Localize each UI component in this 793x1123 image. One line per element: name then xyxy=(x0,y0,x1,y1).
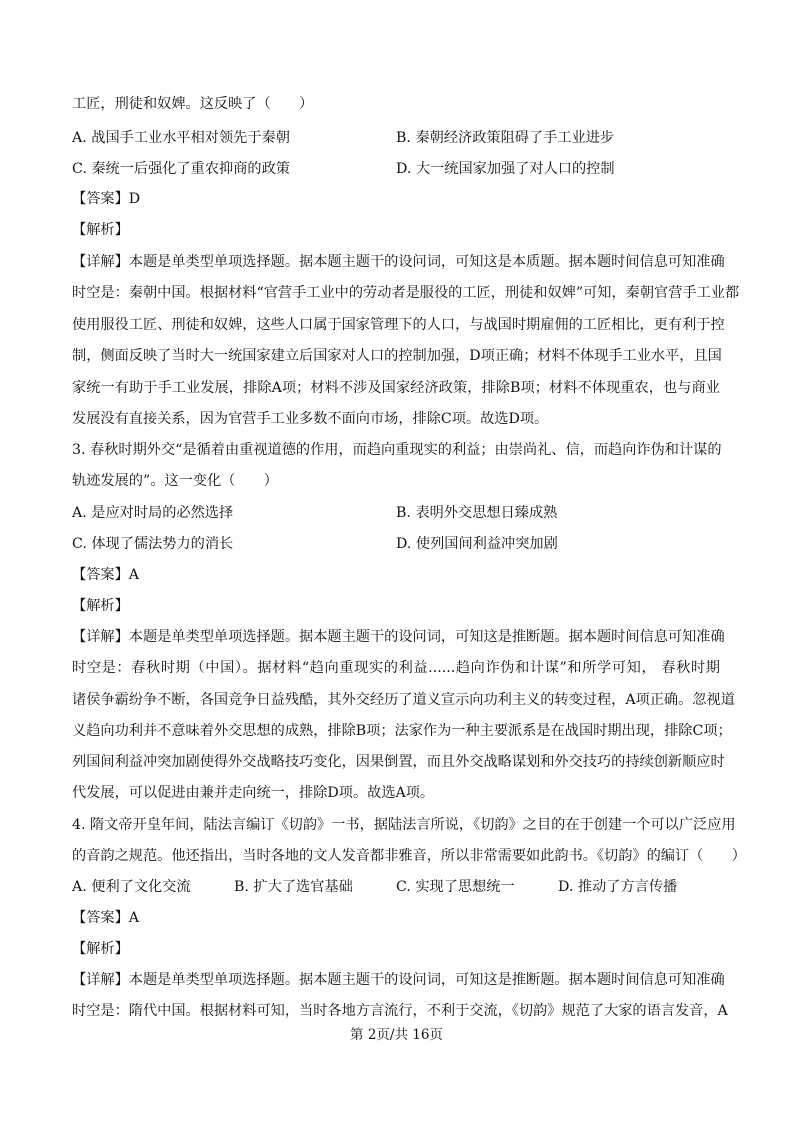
q4-stem-line: 4. 隋文帝开皇年间，陆法言编订《切韵》一书，据陆法言所说，《切韵》之目的在于创建一个可以广泛应用 xyxy=(72,817,736,833)
page-footer: 第 2页/共 16页 xyxy=(350,1027,443,1043)
q2-detail-line: 【详解】本题是单类型单项选择题。据本题主题干的设问词，可知这是本质题。据本题时间信息可知准确 xyxy=(72,254,725,270)
q3-detail-line: 时空是：春秋时期（中国）。据材料“趋向重现实的利益......趋向诈伪和计谋”和所学可知， 春秋时期 xyxy=(72,660,720,676)
q3-option-c: C. 体现了儒法势力的消长 xyxy=(72,536,234,552)
q3-option-b: B. 表明外交思想日臻成熟 xyxy=(396,505,558,521)
q2-detail-line: 制，侧面反映了当时大一统国家建立后国家对人口的控制加强，D项正确；材料不体现手工业水平，且国 xyxy=(72,348,722,364)
q3-stem-line: 轨迹发展的”。这一变化（ ） xyxy=(72,473,278,489)
q2-answer: 【答案】D xyxy=(72,191,141,207)
q2-detail-line: 发展没有直接关系，因为官营手工业多数不面向市场，排除C项。故选D项。 xyxy=(72,411,549,427)
q4-detail-line: 时空是：隋代中国。根据材料可知，当时各地方言流行，不利于交流，《切韵》规范了大家的语言发音，A xyxy=(72,1003,728,1019)
q4-option-c: C. 实现了思想统一 xyxy=(396,879,515,895)
q4-option-b: B. 扩大了选官基础 xyxy=(234,879,353,895)
q4-answer: 【答案】A xyxy=(72,910,139,926)
q4-option-a: A. 便利了文化交流 xyxy=(72,879,191,895)
q3-option-d: D. 使列国间利益冲突加剧 xyxy=(396,536,558,552)
q2-stem-tail: 工匠，刑徒和奴婢。这反映了（ ） xyxy=(72,96,314,112)
q2-option-c: C. 秦统一后强化了重农抑商的政策 xyxy=(72,161,290,177)
q2-detail-line: 家统一有助于手工业发展，排除A项；材料不涉及国家经济政策，排除B项；材料不体现重农，也与商业 xyxy=(72,380,720,396)
q3-answer: 【答案】A xyxy=(72,567,139,583)
q3-analysis-label: 【解析】 xyxy=(72,598,129,614)
q3-detail-line: 诸侯争霸纷争不断，各国竞争日益残酷，其外交经历了道义宣示向功利主义的转变过程，A项正确。忽视道 xyxy=(72,692,735,708)
q2-detail-line: 使用服役工匠、刑徒和奴婢，这些人口属于国家管理下的人口，与战国时期雇佣的工匠相比，更有利于控 xyxy=(72,317,725,333)
q2-detail-line: 时空是：秦朝中国。根据材料“官营手工业中的劳动者是服役的工匠，刑徒和奴婢”可知，秦朝官营手工业都 xyxy=(72,285,740,301)
q4-stem-line: 的音韵之规范。他还指出，当时各地的文人发音都非雅音，所以非常需要如此韵书。《切韵》的编订（ ） xyxy=(72,848,746,864)
q2-option-a: A. 战国手工业水平相对领先于秦朝 xyxy=(72,130,290,146)
q4-analysis-label: 【解析】 xyxy=(72,941,129,957)
q4-option-d: D. 推动了方言传播 xyxy=(558,879,678,895)
q2-option-d: D. 大一统国家加强了对人口的控制 xyxy=(396,161,615,177)
q3-detail-line: 代发展，可以促进由兼并走向统一，排除D项。故选A项。 xyxy=(72,785,435,801)
q3-stem-line: 3. 春秋时期外交“是循着由重视道德的作用，而趋向重现实的利益；由崇尚礼、信，而趋向诈伪和计谋的 xyxy=(72,442,722,458)
q3-detail-line: 义趋向功利并不意味着外交思想的成熟，排除B项；法家作为一种主要派系是在战国时期出现，排除C项； xyxy=(72,723,732,739)
q4-detail-line: 【详解】本题是单类型单项选择题。据本题主题干的设问词，可知这是推断题。据本题时间信息可知准确 xyxy=(72,972,725,988)
q3-detail-line: 列国间利益冲突加剧使得外交战略技巧变化，因果倒置，而且外交战略谋划和外交技巧的持续创新顺应时 xyxy=(72,754,725,770)
q2-option-b: B. 秦朝经济政策阻碍了手工业进步 xyxy=(396,130,615,146)
q3-detail-line: 【详解】本题是单类型单项选择题。据本题主题干的设问词，可知这是推断题。据本题时间信息可知准确 xyxy=(72,629,725,645)
q3-option-a: A. 是应对时局的必然选择 xyxy=(72,505,234,521)
q2-analysis-label: 【解析】 xyxy=(72,222,129,238)
